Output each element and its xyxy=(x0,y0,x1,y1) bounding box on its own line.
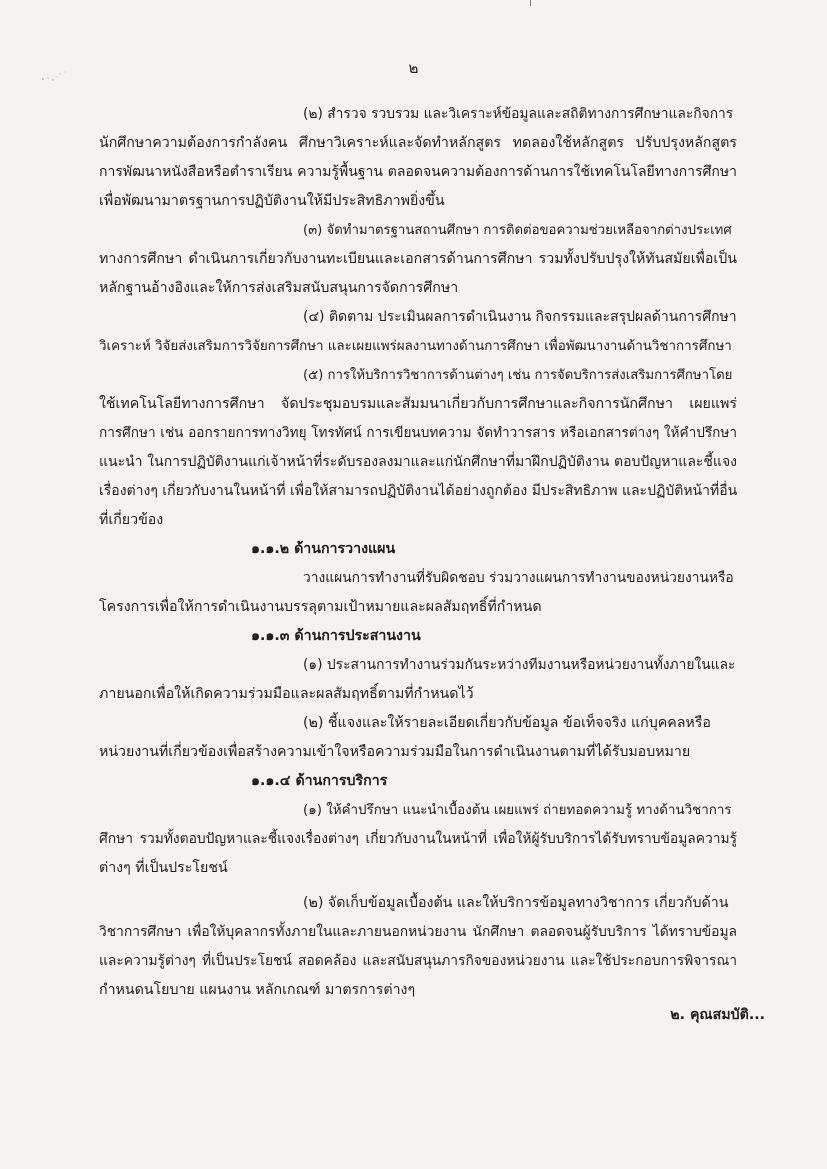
item-2-survey-first-line: (๒) สำรวจ รวบรวม และวิเคราะห์ข้อมูลและสถิติทางการศึกษาและกิจการ xyxy=(303,106,734,122)
planning-first-line: วางแผนการทำงานที่รับผิดชอบ ร่วมวางแผนการทำงานของหน่วยงานหรือ xyxy=(303,570,734,586)
services-item-1-first-line: (๑) ให้คำปรึกษา แนะนำเบื้องต้น เผยแพร่ ถ่ายทอดความรู้ ทางด้านวิชาการ xyxy=(303,803,732,818)
paragraph-line: ต่างๆ ที่เป็นประโยชน์ xyxy=(99,860,228,876)
paragraph-line: ศึกษา รวมทั้งตอบปัญหาและชี้แจงเรื่องต่างๆ เกี่ยวกับงานในหน้าที่ เพื่อให้ผู้รับบริการได้รับทราบข้อมูลความรู้ xyxy=(99,831,737,847)
paragraph-line: หน่วยงานที่เกี่ยวข้องเพื่อสร้างความเข้าใจหรือความร่วมมือในการดำเนินงานตามที่ได้รับมอบหมาย xyxy=(99,744,691,760)
coordination-item-2-first-line: (๒) ชี้แจงและให้รายละเอียดเกี่ยวกับข้อมูล ข้อเท็จจริง แก่บุคคลหรือ xyxy=(303,715,711,731)
page-number: ๒ xyxy=(408,59,419,77)
paragraph-line: วิชาการศึกษา เพื่อให้บุคลากรทั้งภายในและภายนอกหน่วยงาน นักศึกษา ตลอดจนผู้รับบริการ ได้ทราบข้อมูล xyxy=(99,924,737,940)
paragraph-line: และความรู้ต่างๆ ที่เป็นประโยชน์ สอดคล้อง และสนับสนุนภารกิจของหน่วยงาน และใช้ประกอบการพิจารณา xyxy=(99,953,737,969)
services-item-2-first-line: (๒) จัดเก็บข้อมูลเบื้องต้น และให้บริการข้อมูลทางวิชาการ เกี่ยวกับด้าน xyxy=(303,895,729,911)
item-4-evaluation-first-line: (๔) ติดตาม ประเมินผลการดำเนินงาน กิจกรรมและสรุปผลด้านการศึกษา xyxy=(303,309,737,325)
paragraph-line: หลักฐานอ้างอิงและให้การส่งเสริมสนับสนุนการจัดการศึกษา xyxy=(99,280,459,296)
paragraph-line: ภายนอกเพื่อให้เกิดความร่วมมือและผลสัมฤทธิ์ตามที่กำหนดไว้ xyxy=(99,686,474,702)
paragraph-line: ทางการศึกษา ดำเนินการเกี่ยวกับงานทะเบียนและเอกสารด้านการศึกษา รวมทั้งปรับปรุงให้ทันสมัยเพื่อเป็น xyxy=(99,251,737,267)
paragraph-line: ที่เกี่ยวข้อง xyxy=(99,512,164,528)
paragraph-line: แนะนำ ในการปฏิบัติงานแก่เจ้าหน้าที่ระดับรองลงมาและแก่นักศึกษาที่มาฝึกปฏิบัติงาน ตอบปัญหาและชี้แจง xyxy=(99,454,737,470)
paragraph-line: การศึกษา เช่น ออกรายการทางวิทยุ โทรทัศน์ การเขียนบทความ จัดทำวารสาร หรือเอกสารต่างๆ ให้คำปรึกษา xyxy=(99,425,737,441)
section-heading-coordination: ๑.๑.๓ ด้านการประสานงาน xyxy=(251,628,421,644)
item-3-standards-first-line: (๓) จัดทำมาตรฐานสถานศึกษา การติดต่อขอความช่วยเหลือจากต่างประเทศ xyxy=(303,223,732,238)
next-page-reference: ๒. คุณสมบัติ... xyxy=(670,1007,765,1023)
paragraph-line: การพัฒนาหนังสือหรือตำราเรียน ความรู้พื้นฐาน ตลอดจนความต้องการด้านการใช้เทคโนโลยีทางการศึกษา xyxy=(99,164,737,180)
scan-artifact-mark xyxy=(530,0,531,6)
coordination-item-1-first-line: (๑) ประสานการทำงานร่วมกันระหว่างทีมงานหรือหน่วยงานทั้งภายในและ xyxy=(303,657,736,673)
section-heading-planning: ๑.๑.๒ ด้านการวางแผน xyxy=(251,541,396,557)
paragraph-line: ใช้เทคโนโลยีทางการศึกษา จัดประชุมอบรมและสัมมนาเกี่ยวกับการศึกษาและกิจการนักศึกษา เผยแพร่ xyxy=(99,396,737,412)
paragraph-line: เพื่อพัฒนามาตรฐานการปฏิบัติงานให้มีประสิทธิภาพยิ่งขึ้น xyxy=(99,193,445,209)
paragraph-line: นักศึกษาความต้องการกำลังคน ศึกษาวิเคราะห์และจัดทำหลักสูตร ทดลองใช้หลักสูตร ปรับปรุงหลักสูตร xyxy=(99,135,737,151)
item-5-services-first-line: (๕) การให้บริการวิชาการด้านต่างๆ เช่น การจัดบริการส่งเสริมการศึกษาโดย xyxy=(303,368,733,383)
paragraph-line: เรื่องต่างๆ เกี่ยวกับงานในหน้าที่ เพื่อให้สามารถปฏิบัติงานได้อย่างถูกต้อง มีประสิทธิภาพ และปฏิบัติหน้าที่อื่น xyxy=(99,483,737,499)
paragraph-line: กำหนดนโยบาย แผนงาน หลักเกณฑ์ มาตรการต่างๆ xyxy=(99,982,416,998)
section-heading-services: ๑.๑.๔ ด้านการบริการ xyxy=(251,773,388,789)
paragraph-line: วิเคราะห์ วิจัยส่งเสริมการวิจัยการศึกษา และเผยแพร่ผลงานทางด้านการศึกษา เพื่อพัฒนางานด้านวิชาการศึกษา xyxy=(99,339,732,354)
paragraph-line: โครงการเพื่อให้การดำเนินงานบรรลุตามเป้าหมายและผลสัมฤทธิ์ที่กำหนด xyxy=(99,599,542,615)
document-body xyxy=(99,100,737,1005)
